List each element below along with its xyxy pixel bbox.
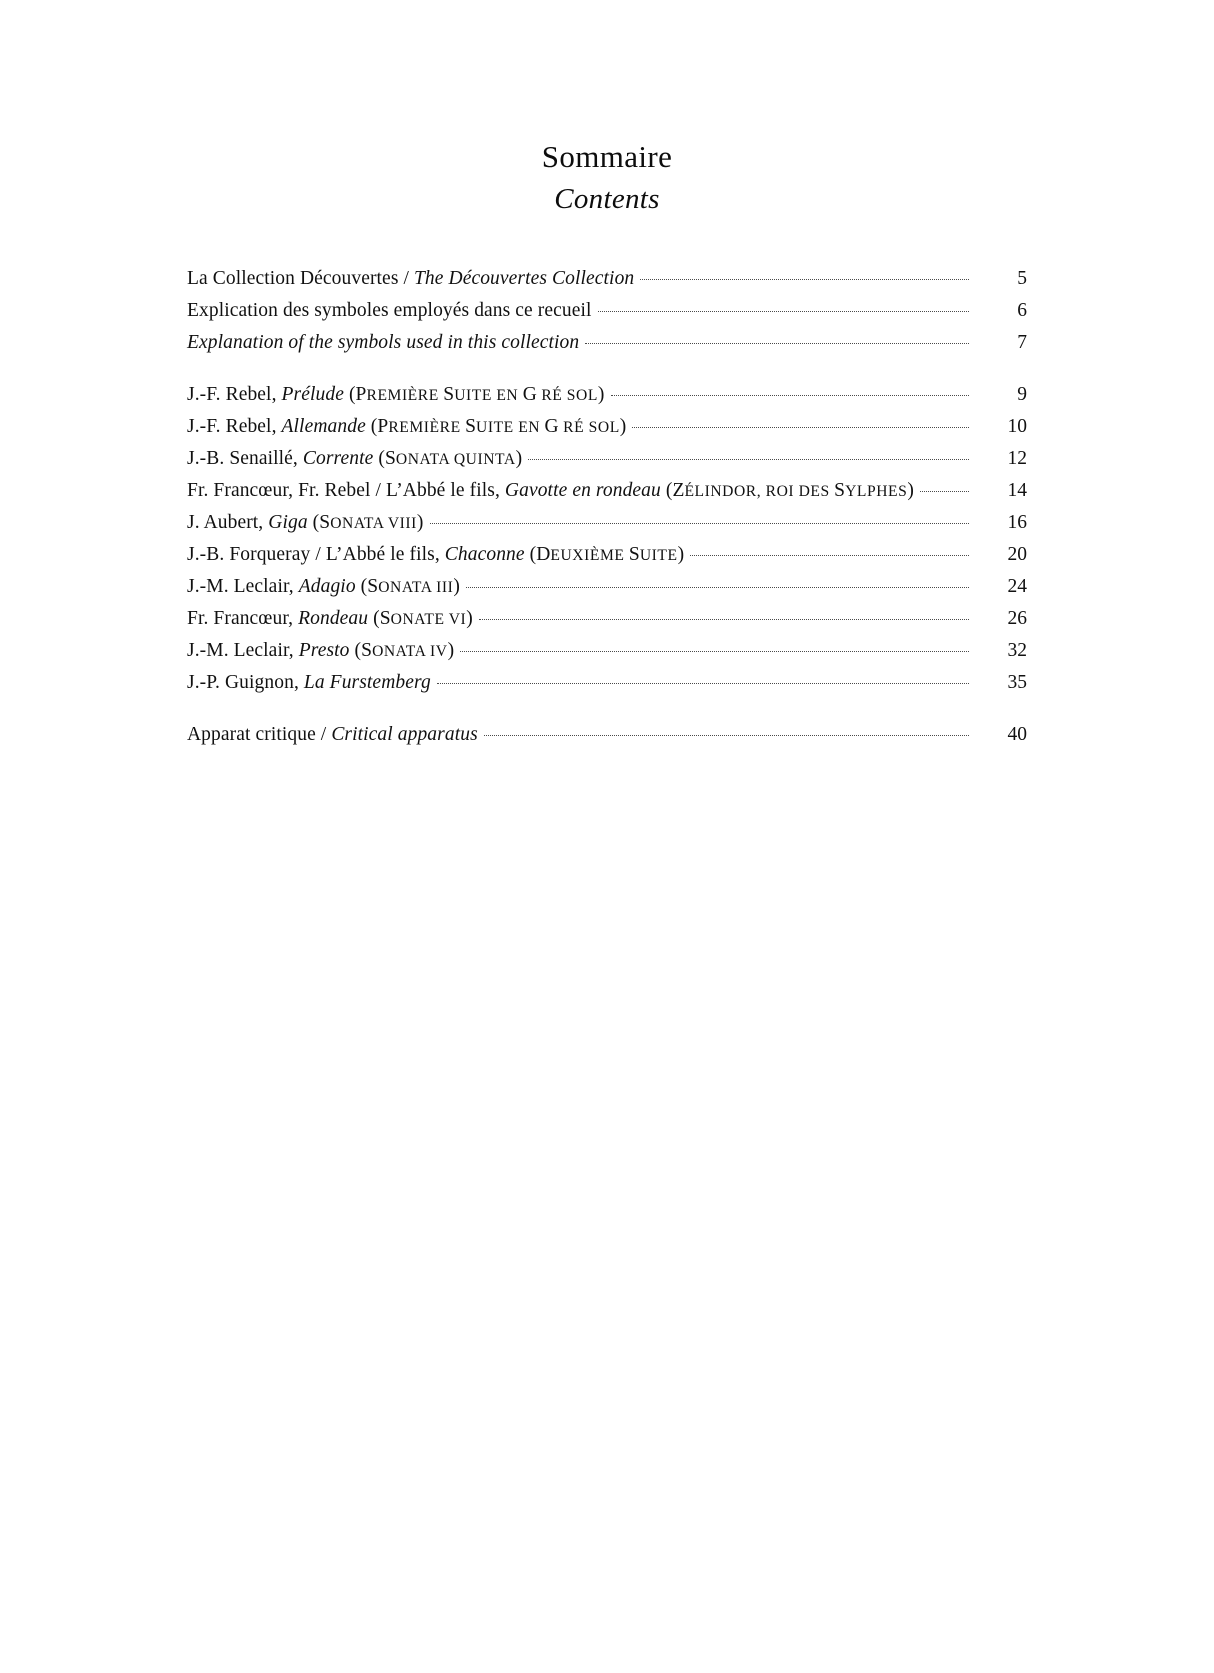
- toc-label-part: S: [628, 543, 640, 565]
- toc-label-part: VIII: [387, 514, 417, 532]
- toc-label-part: Corrente: [302, 447, 374, 469]
- toc-label-part: Fr. Francœur,: [187, 607, 299, 629]
- toc-label-part: Giga: [268, 511, 308, 533]
- toc-label-part: G: [522, 383, 537, 405]
- toc-label-part: RÉ SOL: [558, 418, 620, 436]
- toc-entry-label: [187, 480, 920, 502]
- toc-entry-francoeur-rondeau[interactable]: [187, 608, 1027, 640]
- toc-label-part: ): [907, 479, 914, 501]
- toc-label-part: S: [443, 383, 455, 405]
- toc-leader-dots: [484, 735, 969, 736]
- toc-label-part: Gavotte en rondeau: [504, 479, 661, 501]
- toc-label-part: The Découvertes Collection: [413, 267, 635, 289]
- toc-label-part: (: [343, 383, 356, 405]
- toc-entry-label: [187, 512, 430, 534]
- toc-page-number: 24: [1007, 575, 1027, 597]
- toc-entry-label: [187, 724, 484, 746]
- toc-label-part: (: [307, 511, 320, 533]
- toc-page-number: 40: [1007, 723, 1027, 745]
- toc-label-part: ONATE: [390, 610, 449, 628]
- toc-label-part: IV: [430, 642, 448, 660]
- toc-leader-dots: [430, 523, 970, 524]
- toc-label-part: ): [515, 447, 523, 469]
- toc-entry-label: [187, 448, 528, 470]
- toc-label-part: Critical apparatus: [331, 723, 478, 745]
- toc-label-part: J.-M. Leclair,: [187, 575, 299, 597]
- toc-entry-label: [187, 576, 466, 598]
- toc-label-part: (: [365, 415, 378, 437]
- toc-label-part: Rondeau: [298, 607, 369, 629]
- toc-label-part: REMIÈRE: [366, 386, 444, 404]
- toc-label-part: Explanation of the symbols used in this collection: [187, 331, 580, 353]
- toc-page-number: 10: [1007, 415, 1027, 437]
- toc-label-part: (: [349, 639, 362, 661]
- toc-page-number: 16: [1007, 511, 1027, 533]
- toc-label-part: S: [379, 607, 391, 629]
- toc-page-number: 20: [1007, 543, 1027, 565]
- toc-entry-leclair-adagio[interactable]: [187, 576, 1027, 608]
- toc-group-music-pieces: [187, 384, 1027, 704]
- toc-entry-collection-decouvertes[interactable]: [187, 268, 1027, 300]
- toc-label-part: J.-B. Senaillé,: [187, 447, 303, 469]
- toc-label-part: ONATA: [378, 578, 437, 596]
- toc-page-number: 7: [1017, 331, 1027, 353]
- toc-leader-dots: [528, 459, 969, 460]
- toc-entry-label: [187, 300, 598, 322]
- toc-leader-dots: [460, 651, 969, 652]
- toc-page-number: 32: [1007, 639, 1027, 661]
- toc-label-part: ): [619, 415, 627, 437]
- toc-label-part: Presto: [298, 639, 350, 661]
- toc-label-part: REMIÈRE: [388, 418, 466, 436]
- toc-leader-dots: [611, 395, 969, 396]
- toc-label-part: S: [367, 575, 379, 597]
- toc-entry-label: [187, 608, 479, 630]
- toc-label-part: ONATA: [330, 514, 388, 532]
- toc-label-part: VI: [448, 610, 467, 628]
- toc-label-part: S: [319, 511, 331, 533]
- toc-leader-dots: [466, 587, 969, 588]
- toc-entry-guignon-furstemberg[interactable]: [187, 672, 1027, 704]
- toc-label-part: J. Aubert,: [187, 511, 269, 533]
- toc-leader-dots: [437, 683, 969, 684]
- toc-entry-label: [187, 640, 460, 662]
- toc-group-back-matter: [187, 724, 1027, 756]
- toc-page-number: 9: [1017, 383, 1027, 405]
- toc-label-part: ): [597, 383, 605, 405]
- toc-label-part: S: [384, 447, 396, 469]
- toc-label-part: ): [677, 543, 685, 565]
- toc-label-part: J.-F. Rebel,: [187, 383, 282, 405]
- toc-leader-dots: [585, 343, 969, 344]
- toc-page-number: 14: [1007, 479, 1027, 501]
- toc-entry-apparat-critique[interactable]: [187, 724, 1027, 756]
- toc-label-part: RÉ SOL: [536, 386, 598, 404]
- toc-entry-aubert-giga[interactable]: [187, 512, 1027, 544]
- toc-label-part: ): [466, 607, 473, 629]
- toc-leader-dots: [690, 555, 969, 556]
- toc-label-part: UITE EN: [476, 418, 545, 436]
- toc-label-part: D: [536, 543, 551, 565]
- toc-label-part: UITE EN: [454, 386, 523, 404]
- toc-label-part: Z: [672, 479, 685, 501]
- toc-label-part: EUXIÈME: [550, 546, 629, 564]
- page-title-block: [0, 0, 1214, 216]
- toc-entry-label: [187, 672, 437, 694]
- toc-label-part: ): [416, 511, 424, 533]
- toc-label-part: (: [373, 447, 385, 469]
- toc-label-part: J.-B. Forqueray / L’Abbé le fils,: [187, 543, 445, 565]
- toc-label-part: ONATA: [372, 642, 430, 660]
- toc-group-front-matter: [187, 268, 1027, 364]
- toc-label-part: (: [368, 607, 380, 629]
- toc-leader-dots: [640, 279, 969, 280]
- toc-leader-dots: [920, 491, 969, 492]
- toc-entry-label: [187, 384, 611, 406]
- toc-label-part: (: [355, 575, 368, 597]
- toc-label-part: YLPHES: [845, 482, 908, 500]
- toc-entry-label: [187, 332, 585, 354]
- toc-label-part: G: [544, 415, 559, 437]
- page-title-french: Sommaire: [541, 139, 673, 174]
- toc-leader-dots: [632, 427, 969, 428]
- table-of-contents: [187, 216, 1027, 756]
- toc-label-part: Prélude: [281, 383, 344, 405]
- toc-entry-senaille-corrente[interactable]: [187, 448, 1027, 480]
- page-title-english: Contents: [554, 183, 660, 216]
- toc-entry-francoeur-rebel-gavotte[interactable]: [187, 480, 1027, 512]
- toc-label-part: J.-P. Guignon,: [187, 671, 304, 693]
- toc-entry-leclair-presto[interactable]: [187, 640, 1027, 672]
- toc-label-part: Apparat critique /: [187, 723, 332, 745]
- toc-label-part: S: [834, 479, 846, 501]
- toc-label-part: P: [355, 383, 367, 405]
- toc-label-part: S: [361, 639, 373, 661]
- toc-label-part: ): [453, 575, 460, 597]
- toc-label-part: ): [447, 639, 455, 661]
- toc-label-part: ONATA QUINTA: [395, 450, 516, 468]
- toc-entry-rebel-allemande[interactable]: [187, 416, 1027, 448]
- toc-label-part: P: [377, 415, 389, 437]
- toc-label-part: J.-F. Rebel,: [187, 415, 282, 437]
- toc-page-number: 35: [1007, 671, 1027, 693]
- toc-entry-explanation-symbols[interactable]: [187, 332, 1027, 364]
- toc-label-part: UITE: [639, 546, 678, 564]
- toc-label-part: Chaconne: [444, 543, 525, 565]
- toc-label-part: Explication des symboles employés dans ce recueil: [187, 299, 592, 321]
- toc-entry-rebel-prelude[interactable]: [187, 384, 1027, 416]
- toc-leader-dots: [598, 311, 969, 312]
- toc-page-number: 6: [1017, 299, 1027, 321]
- toc-label-part: La Furstemberg: [303, 671, 431, 693]
- toc-entry-label: [187, 268, 640, 290]
- toc-label-part: Allemande: [281, 415, 366, 437]
- toc-label-part: ÉLINDOR, ROI DES: [684, 482, 835, 500]
- toc-page-number: 5: [1017, 267, 1027, 289]
- toc-entry-label: [187, 416, 632, 438]
- toc-entry-forqueray-chaconne[interactable]: [187, 544, 1027, 576]
- toc-label-part: La Collection Découvertes /: [187, 267, 414, 289]
- toc-label-part: J.-M. Leclair,: [187, 639, 299, 661]
- toc-label-part: Adagio: [298, 575, 356, 597]
- toc-page-number: 12: [1007, 447, 1027, 469]
- toc-label-part: III: [436, 578, 454, 596]
- toc-entry-label: [187, 544, 690, 566]
- toc-label-part: (: [660, 479, 673, 501]
- toc-label-part: Fr. Francœur, Fr. Rebel / L’Abbé le fils,: [187, 479, 505, 501]
- toc-entry-explication-symboles[interactable]: [187, 300, 1027, 332]
- toc-label-part: (: [524, 543, 537, 565]
- toc-page-number: 26: [1007, 607, 1027, 629]
- toc-label-part: S: [465, 415, 477, 437]
- toc-leader-dots: [479, 619, 969, 620]
